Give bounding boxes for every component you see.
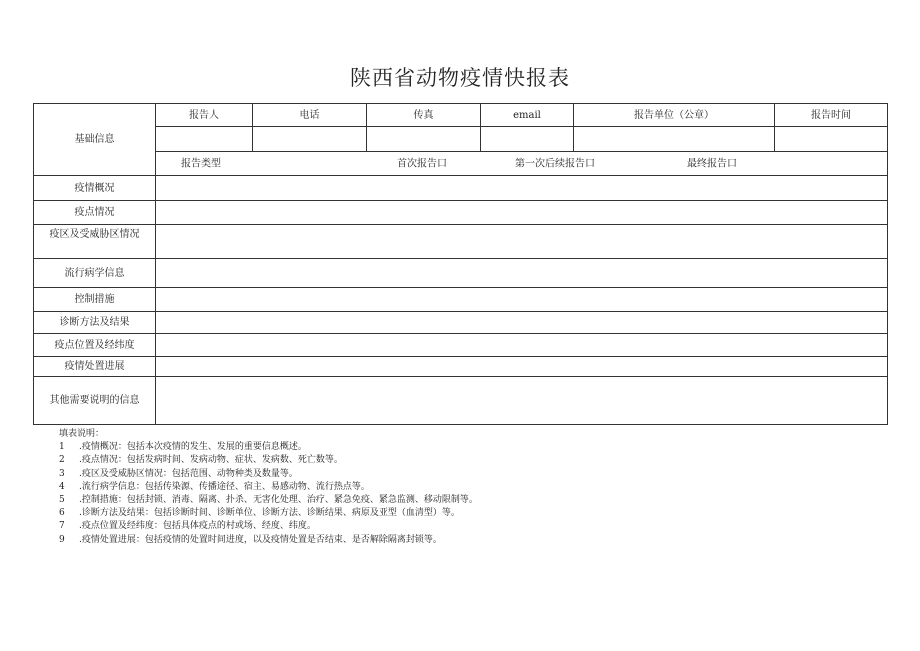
header-email: email xyxy=(481,104,574,127)
note-item: 7 .疫点位置及经纬度：包括具体疫点的村或场、经度、纬度。 xyxy=(59,521,316,532)
phone-field[interactable] xyxy=(253,127,367,152)
row-label-diagnosis: 诊断方法及结果 xyxy=(34,312,156,334)
other-info-field[interactable] xyxy=(156,377,888,425)
row-label-epidemiology: 流行病学信息 xyxy=(34,259,156,288)
row-label-other-info: 其他需要说明的信息 xyxy=(34,377,156,425)
report-type-label: 报告类型 xyxy=(181,158,221,169)
row-label-epidemic-overview: 疫情概况 xyxy=(34,176,156,201)
row-label-affected-zone: 疫区及受威胁区情况 xyxy=(34,225,156,259)
table-row xyxy=(34,312,888,334)
epidemic-overview-field[interactable] xyxy=(156,176,888,201)
page-title: 陕西省动物疫情快报表 xyxy=(350,66,570,90)
table-row xyxy=(34,201,888,225)
note-item: 1 .疫情概况：包括本次疫情的发生、发展的重要信息概述。 xyxy=(59,442,307,453)
control-measures-field[interactable] xyxy=(156,288,888,312)
report-table xyxy=(33,103,888,425)
email-field[interactable] xyxy=(481,127,574,152)
note-item: 4 .流行病学信息：包括传染源、传播途径、宿主、易感动物、流行热点等。 xyxy=(59,481,370,492)
table-row xyxy=(34,357,888,377)
report-time-field[interactable] xyxy=(775,127,888,152)
row-label-outbreak-site: 疫点情况 xyxy=(34,201,156,225)
row-label-location: 疫点位置及经纬度 xyxy=(34,334,156,357)
table-row xyxy=(34,176,888,201)
report-type-row xyxy=(34,152,888,176)
table-row xyxy=(34,288,888,312)
header-report-unit: 报告单位（公章） xyxy=(574,104,775,127)
header-reporter: 报告人 xyxy=(156,104,253,127)
report-unit-field[interactable] xyxy=(574,127,775,152)
affected-zone-field[interactable] xyxy=(156,225,888,259)
header-phone: 电话 xyxy=(253,104,367,127)
notes-heading: 填表说明： xyxy=(59,429,105,439)
basic-input-row xyxy=(34,127,888,152)
row-label-control-measures: 控制措施 xyxy=(34,288,156,312)
table-row xyxy=(34,377,888,425)
row-label-progress: 疫情处置进展 xyxy=(34,357,156,377)
note-item: 9 .疫情处置进展：包括疫情的处置时间进度，以及疫情处置是否结束、是否解除隔离封锁等。 xyxy=(59,534,442,545)
epidemiology-field[interactable] xyxy=(156,259,888,288)
table-row xyxy=(34,225,888,259)
note-item: 3 .疫区及受威胁区情况：包括范围、动物种类及数量等。 xyxy=(59,468,298,479)
diagnosis-field[interactable] xyxy=(156,312,888,334)
note-item: 2 .疫点情况：包括发病时间、发病动物、症状、发病数、死亡数等。 xyxy=(59,455,343,466)
reporter-field[interactable] xyxy=(156,127,253,152)
location-field[interactable] xyxy=(156,334,888,357)
progress-field[interactable] xyxy=(156,357,888,377)
fax-field[interactable] xyxy=(367,127,481,152)
table-row xyxy=(34,259,888,288)
basic-header-row xyxy=(34,104,888,127)
basic-info-label: 基础信息 xyxy=(34,104,156,176)
report-type-initial-option[interactable]: 首次报告口 xyxy=(397,158,447,169)
header-report-time: 报告时间 xyxy=(775,104,888,127)
header-fax: 传真 xyxy=(367,104,481,127)
note-item: 6 .诊断方法及结果：包括诊断时间、诊断单位、诊断方法、诊断结果、病原及亚型（血清型）等。 xyxy=(59,508,460,519)
outbreak-site-field[interactable] xyxy=(156,201,888,225)
report-type-final-option[interactable]: 最终报告口 xyxy=(687,158,737,169)
report-type-followup-option[interactable]: 第一次后续报告口 xyxy=(515,158,595,169)
notes-section xyxy=(59,428,478,547)
table-row xyxy=(34,334,888,357)
report-type-cell xyxy=(156,152,888,176)
note-item: 5 .控制措施：包括封锁、消毒、隔离、扑杀、无害化处理、治疗、紧急免疫、紧急监测、移动限制等。 xyxy=(59,495,478,506)
